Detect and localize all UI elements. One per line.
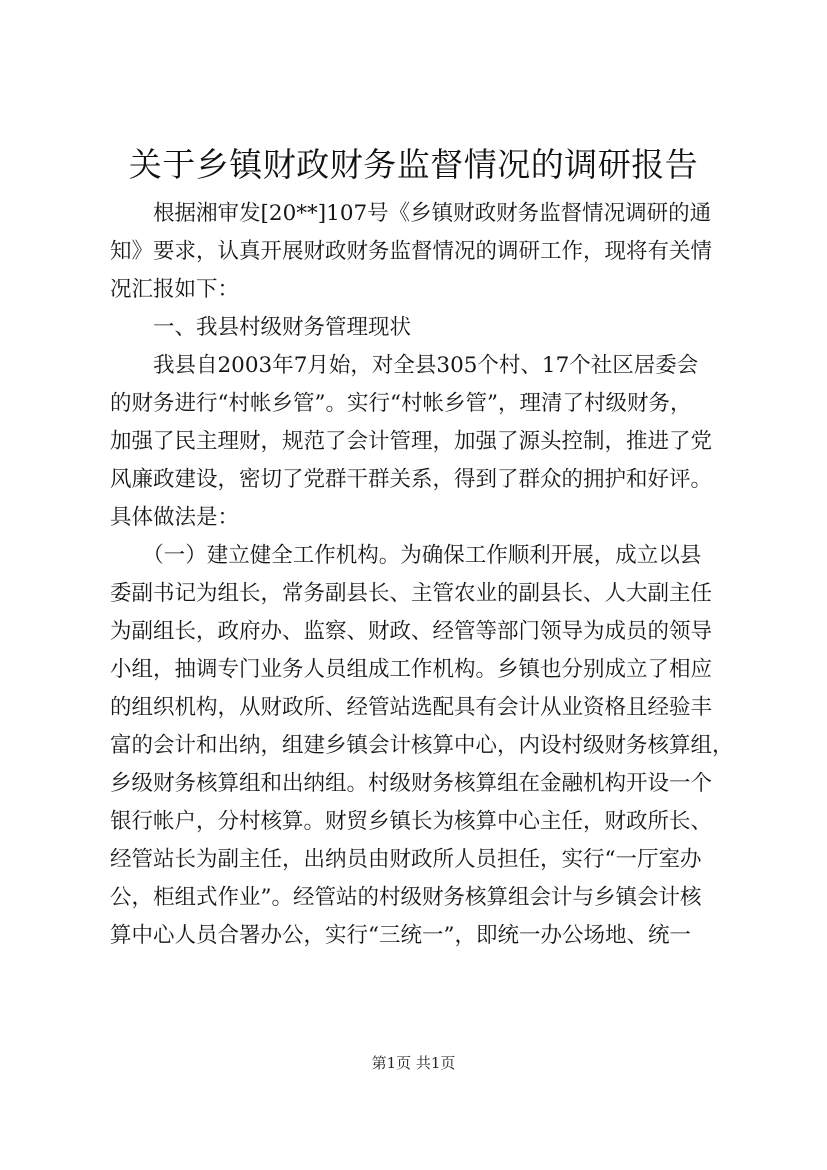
paragraph-line: 小组，抽调专门业务人员组成工作机构。乡镇也分别成立了相应 — [110, 657, 713, 682]
paragraph-line: 知》要求，认真开展财政财务监督情况的调研工作，现将有关情 — [110, 239, 713, 264]
paragraph-line: 具体做法是： — [110, 505, 240, 530]
paragraph-line: 风廉政建设，密切了党群干群关系，得到了群众的拥护和好评。 — [110, 467, 713, 492]
paragraph-line: 算中心人员合署办公，实行“三统一”，即统一办公场地、统一 — [110, 923, 691, 948]
page-number-footer: 第1页 共1页 — [371, 1054, 456, 1072]
paragraph-line: 富的会计和出纳，组建乡镇会计核算中心，内设村级财务核算组， — [110, 733, 734, 758]
paragraph-line: 况汇报如下： — [110, 277, 240, 302]
paragraph-line: 的组织机构，从财政所、经管站选配具有会计从业资格且经验丰 — [110, 695, 713, 720]
paragraph-line: 为副组长，政府办、监察、财政、经管等部门领导为成员的领导 — [110, 619, 713, 644]
section-heading: 一、我县村级财务管理现状 — [110, 315, 412, 340]
paragraph-line: 的财务进行“村帐乡管”。实行“村帐乡管”，理清了村级财务， — [110, 391, 692, 416]
document-body — [110, 195, 740, 955]
paragraph-line: （一）建立健全工作机构。为确保工作顺利开展，成立以县 — [110, 543, 702, 568]
paragraph-line: 银行帐户，分村核算。财贸乡镇长为核算中心主任，财政所长、 — [110, 809, 713, 834]
paragraph-line: 委副书记为组长，常务副县长、主管农业的副县长、人大副主任 — [110, 581, 713, 606]
paragraph-line: 公，柜组式作业”。经管站的村级财务核算组会计与乡镇会计核 — [110, 885, 702, 910]
paragraph-line: 乡级财务核算组和出纳组。村级财务核算组在金融机构开设一个 — [110, 771, 713, 796]
document-title: 关于乡镇财政财务监督情况的调研报告 — [128, 145, 699, 184]
paragraph-line: 加强了民主理财，规范了会计管理，加强了源头控制，推进了党 — [110, 429, 713, 454]
paragraph-line: 根据湘审发[20**]107号《乡镇财政财务监督情况调研的通 — [110, 201, 712, 226]
paragraph-line: 经管站长为副主任，出纳员由财政所人员担任，实行“一厅室办 — [110, 847, 702, 872]
paragraph-line: 我县自2003年7月始，对全县305个村、17个社区居委会 — [110, 353, 699, 378]
